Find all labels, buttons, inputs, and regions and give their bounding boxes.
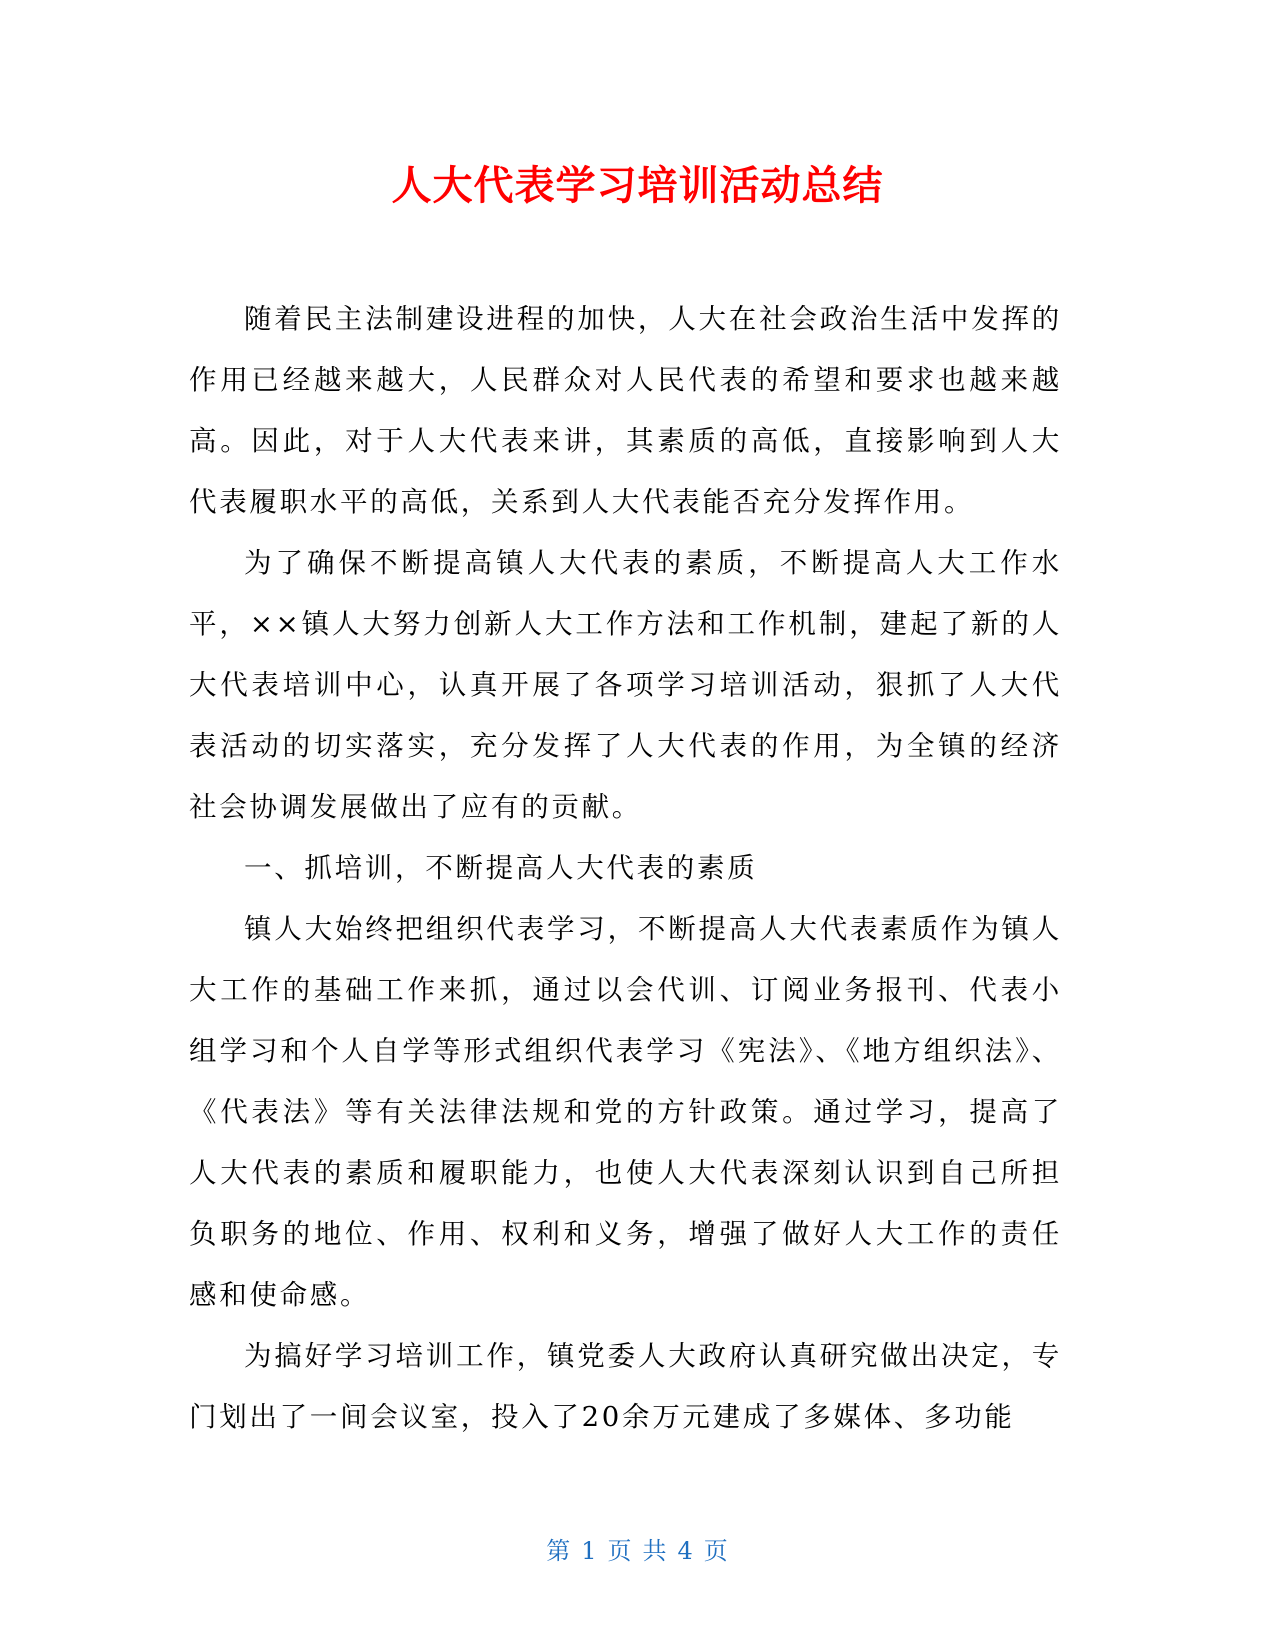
paragraph-1: 随着民主法制建设进程的加快，人大在社会政治生活中发挥的作用已经越来越大，人民群众对人民代表的希望和要求也越来越高。因此，对于人大代表来讲，其素质的高低，直接影响到人大代表履职水平的高低，关系到人大代表能否充分发挥作用。 [189, 303, 1062, 518]
page-footer [0, 1536, 1275, 1566]
document-title: 人大代表学习培训活动总结 [391, 163, 884, 209]
section-heading-1: 一、抓培训，不断提高人大代表的素质 [244, 852, 758, 884]
footer-word-page-unit-2: 页 [703, 1537, 729, 1565]
footer-current-page: 1 [581, 1537, 598, 1565]
footer-total-pages: 4 [677, 1537, 694, 1565]
footer-word-page-unit: 页 [607, 1537, 633, 1565]
paragraph-4: 为搞好学习培训工作，镇党委人大政府认真研究做出决定，专门划出了一间会议室，投入了20余万元建成了多媒体、多功能 [189, 1340, 1062, 1433]
footer-word-total: 共 [642, 1537, 668, 1565]
paragraph-2: 为了确保不断提高镇人大代表的素质，不断提高人大工作水平，××镇人大努力创新人大工作方法和工作机制，建起了新的人大代表培训中心，认真开展了各项学习培训活动，狠抓了人大代表活动的切实落实，充分发挥了人大代表的作用，为全镇的经济社会协调发展做出了应有的贡献。 [189, 547, 1062, 823]
footer-word-page: 第 [546, 1537, 572, 1565]
document-body [189, 289, 1062, 1448]
paragraph-3: 镇人大始终把组织代表学习，不断提高人大代表素质作为镇人大工作的基础工作来抓，通过以会代训、订阅业务报刊、代表小组学习和个人自学等形式组织代表学习《宪法》、《地方组织法》、《代表法》等有关法律法规和党的方针政策。通过学习，提高了人大代表的素质和履职能力，也使人大代表深刻认识到自己所担负职务的地位、作用、权利和义务，增强了做好人大工作的责任感和使命感。 [189, 913, 1062, 1311]
